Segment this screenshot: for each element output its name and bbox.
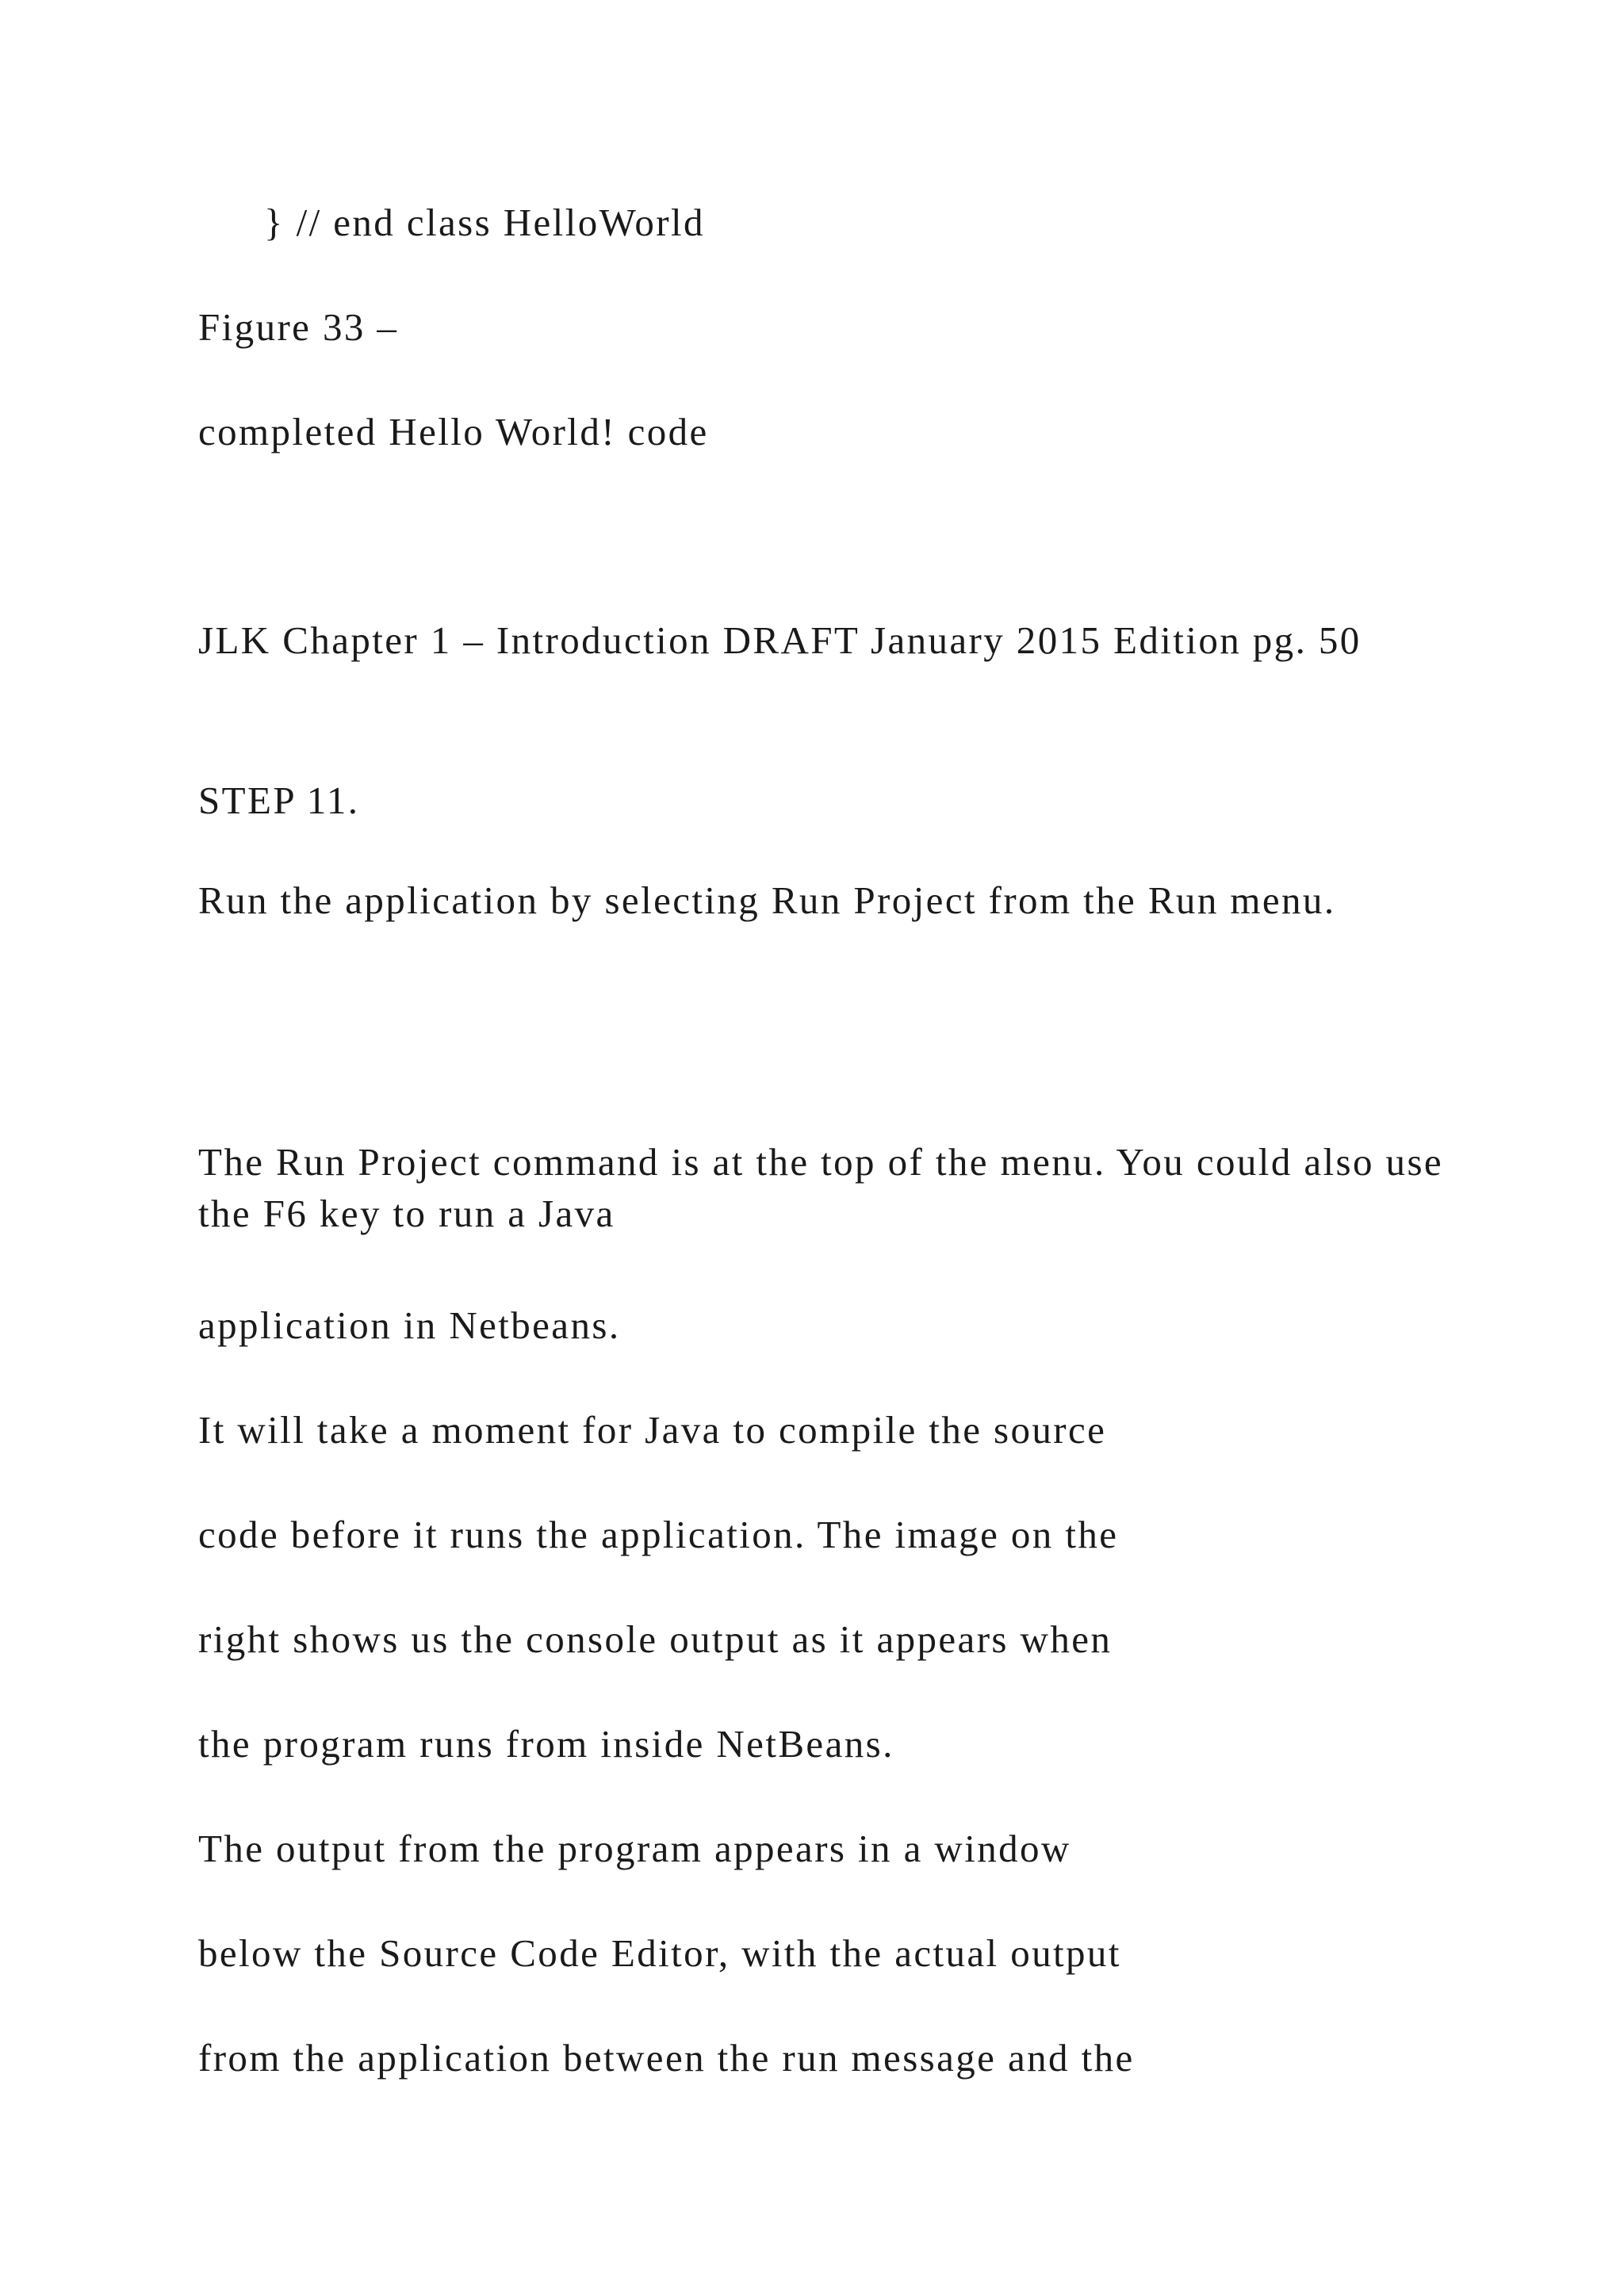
paragraph: from the application between the run message and the <box>198 2036 1135 2080</box>
paragraph: Run the application by selecting Run Project from the Run menu. <box>198 878 1336 922</box>
paragraph: The Run Project command is at the top of the menu. You could also use the F6 key to run a Java <box>198 1140 1444 1235</box>
paragraph: The output from the program appears in a window <box>198 1827 1071 1870</box>
code-line: } // end class HelloWorld <box>264 201 705 244</box>
page-header: JLK Chapter 1 – Introduction DRAFT January 2015 Edition pg. 50 <box>198 618 1362 662</box>
paragraph: the program runs from inside NetBeans. <box>198 1722 894 1766</box>
figure-caption-text: completed Hello World! code <box>198 410 709 453</box>
paragraph: It will take a moment for Java to compile the source <box>198 1408 1107 1452</box>
step-heading: STEP 11. <box>198 779 360 822</box>
figure-caption-label: Figure 33 – <box>198 305 399 349</box>
paragraph: below the Source Code Editor, with the actual output <box>198 1931 1121 1975</box>
paragraph: code before it runs the application. The image on the <box>198 1513 1119 1556</box>
paragraph: application in Netbeans. <box>198 1303 621 1347</box>
paragraph: right shows us the console output as it appears when <box>198 1617 1113 1661</box>
